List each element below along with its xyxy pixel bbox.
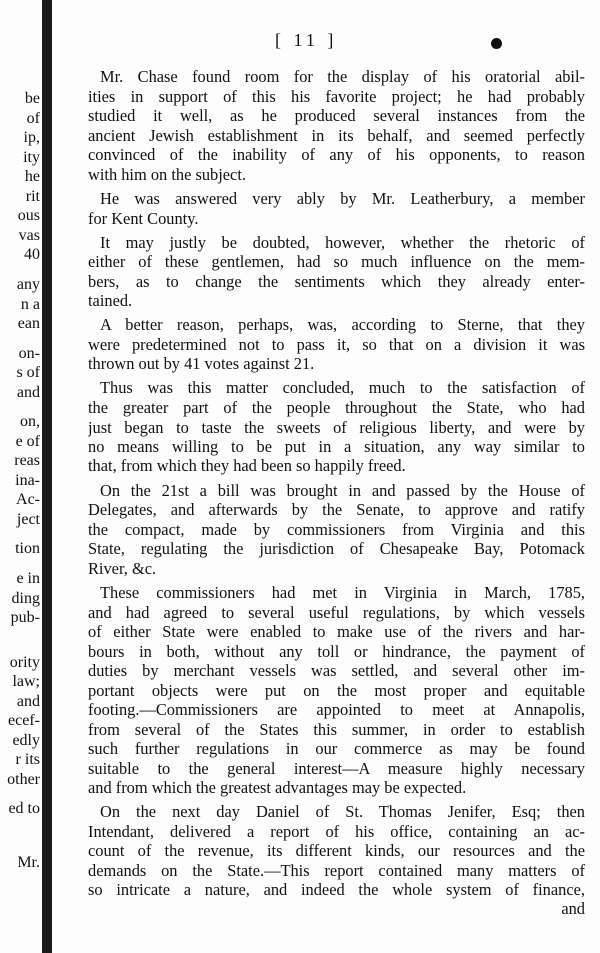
text-line: that, from which they had been so happily freed. <box>88 456 406 475</box>
margin-fragment: tion <box>15 540 40 557</box>
text-line: Delegates, and afterwards by the Senate, to approve and ratify <box>88 500 585 519</box>
margin-fragment: r its <box>15 751 40 768</box>
text-line: such further regulations in our commerce as may be found <box>88 739 585 758</box>
text-line: the greater part of the people throughout the State, who had <box>88 398 585 417</box>
text-line: Thus was this matter concluded, much to the satisfaction of <box>100 378 585 397</box>
margin-fragment: 40 <box>24 246 40 263</box>
margin-fragment: and <box>16 693 40 710</box>
text-line: studied it well, as he produced several instances from the <box>88 106 585 125</box>
text-line: and had agreed to several useful regulations, by which vessels <box>88 603 585 622</box>
margin-fragment: Ac- <box>16 491 40 508</box>
margin-fragment: be <box>24 90 40 107</box>
text-line: He was answered very ably by Mr. Leatherbury, a member <box>100 189 585 208</box>
text-line: thrown out by 41 votes against 21. <box>88 354 315 373</box>
ink-dot <box>491 38 502 49</box>
margin-fragment: any <box>16 276 40 293</box>
margin-fragment: ecef- <box>8 712 40 729</box>
margin-fragment: Mr. <box>17 854 40 871</box>
margin-fragment: on, <box>20 413 40 430</box>
margin-fragment: rit <box>25 188 40 205</box>
margin-fragment: of <box>26 110 40 127</box>
text-line: ancient Jewish establishment in its behalf, and seemed perfectly <box>88 126 585 145</box>
margin-fragment: ous <box>17 207 40 224</box>
text-line: and <box>561 899 585 918</box>
margin-fragment: ip, <box>23 129 40 146</box>
margin-fragment: pub- <box>10 609 40 626</box>
margin-fragment: s of <box>16 364 40 381</box>
text-line: no means willing to be put in a situation, any way similar to <box>88 437 585 456</box>
text-line: portant objects were put on the most proper and equitable <box>88 681 585 700</box>
text-line: tained. <box>88 291 133 310</box>
margin-fragment: e of <box>15 433 40 450</box>
text-line: so intricate a nature, and indeed the whole system of finance, <box>88 880 585 899</box>
text-line: Intendant, delivered a report of his office, containing an ac- <box>88 822 585 841</box>
text-line: State, regulating the jurisdiction of Chesapeake Bay, Potomack <box>88 539 585 558</box>
margin-fragment: ity <box>23 149 40 166</box>
margin-fragment: ority <box>9 654 40 671</box>
text-line: On the 21st a bill was brought in and passed by the House of <box>100 481 585 500</box>
margin-fragment: edly <box>12 732 40 749</box>
margin-fragment: vas <box>18 227 40 244</box>
text-line: duties by merchant vessels was settled, and several other im- <box>88 661 585 680</box>
text-line: bers, as to change the sentiments which they already enter- <box>88 272 585 291</box>
margin-fragment: e in <box>16 570 40 587</box>
text-line: demands on the State.—This report contained many matters of <box>88 861 585 880</box>
facing-page-fragment <box>0 0 40 953</box>
text-line: count of the revenue, its different kinds, our resources and the <box>88 841 585 860</box>
text-line: convinced of the inability of any of his opponents, to reason <box>88 145 585 164</box>
text-line: of either State were enabled to make use of the rivers and har- <box>88 622 585 641</box>
margin-fragment: other <box>7 771 40 788</box>
text-line: bours in both, without any toll or hindrance, the payment of <box>88 642 585 661</box>
margin-fragment: ed to <box>8 800 40 817</box>
text-line: ities in support of this his favorite project; he had probably <box>88 87 585 106</box>
text-line: just began to taste the sweets of religious liberty, and were by <box>88 418 585 437</box>
binding-gutter <box>42 0 52 953</box>
text-line: were predetermined not to pass it, so that on a division it was <box>88 335 585 354</box>
text-line: It may justly be doubted, however, whether the rhetoric of <box>100 233 585 252</box>
text-line: the compact, made by commissioners from Virginia and this <box>88 520 585 539</box>
text-line: and from which the greatest advantages may be expected. <box>88 778 467 797</box>
margin-fragment: ject <box>16 511 40 528</box>
margin-fragment: n a <box>20 296 40 313</box>
margin-fragment: and <box>16 384 40 401</box>
text-line: either of these gentlemen, had so much influence on the mem- <box>88 252 585 271</box>
margin-fragment: ding <box>11 590 40 607</box>
margin-fragment: law; <box>12 673 40 690</box>
margin-fragment: ean <box>17 315 40 332</box>
text-line: footing.—Commissioners are appointed to meet at Annapolis, <box>88 700 585 719</box>
text-line: suitable to the general interest—A measure highly necessary <box>88 759 585 778</box>
margin-fragment: he <box>24 168 40 185</box>
text-line: A better reason, perhaps, was, according to Sterne, that they <box>100 315 585 334</box>
text-line: These commissioners had met in Virginia in March, 1785, <box>100 583 585 602</box>
text-line: Mr. Chase found room for the display of his oratorial abil- <box>100 67 585 86</box>
page-number: [ 11 ] <box>275 30 338 50</box>
margin-fragment: on- <box>18 345 40 362</box>
text-line: with him on the subject. <box>88 165 246 184</box>
text-line: for Kent County. <box>88 209 199 228</box>
text-line: from several of the States this summer, in order to establish <box>88 720 585 739</box>
text-line: On the next day Daniel of St. Thomas Jenifer, Esq; then <box>100 802 585 821</box>
text-line: River, &c. <box>88 559 157 578</box>
margin-fragment: ina- <box>15 472 40 489</box>
margin-fragment: reas <box>14 452 40 469</box>
